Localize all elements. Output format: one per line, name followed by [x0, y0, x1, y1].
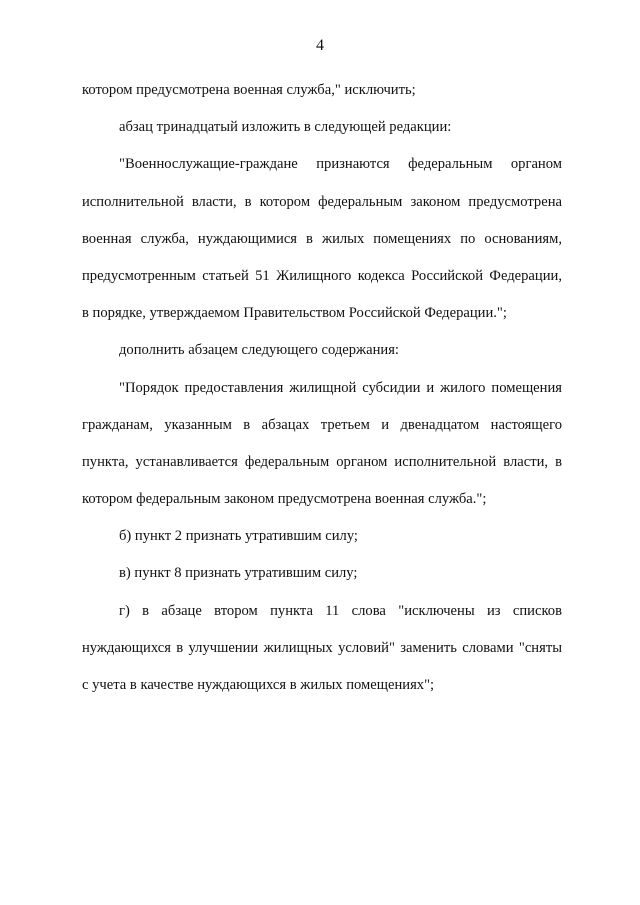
- text-line: "Порядок предоставления жилищной субсидии и жилого помещения: [119, 379, 562, 396]
- page-number: 4: [316, 37, 324, 54]
- text-line: г) в абзаце втором пункта 11 слова "исключены из списков: [119, 602, 562, 619]
- text-line: "Военнослужащие-граждане признаются федеральным органом: [119, 156, 562, 173]
- text-line: предусмотренным статьей 51 Жилищного кодекса Российской Федерации,: [82, 267, 562, 284]
- text-line: дополнить абзацем следующего содержания:: [119, 342, 399, 359]
- text-line: котором предусмотрена военная служба," исключить;: [82, 82, 416, 98]
- text-line: гражданам, указанным в абзацах третьем и двенадцатом настоящего: [82, 416, 562, 433]
- text-line: военная служба, нуждающимися в жилых помещениях по основаниям,: [82, 230, 562, 247]
- text-line: в порядке, утверждаемом Правительством Российской Федерации.";: [82, 305, 507, 322]
- text-line: б) пункт 2 признать утратившим силу;: [119, 528, 358, 545]
- text-line: с учета в качестве нуждающихся в жилых помещениях";: [82, 677, 435, 693]
- text-line: в) пункт 8 признать утратившим силу;: [119, 565, 358, 582]
- text-line: нуждающихся в улучшении жилищных условий" заменить словами "сняты: [82, 639, 562, 656]
- text-line: абзац тринадцатый изложить в следующей редакции:: [119, 119, 452, 136]
- text-line: котором федеральным законом предусмотрена военная служба.";: [82, 491, 487, 508]
- text-line: исполнительной власти, в котором федеральным законом предусмотрена: [82, 193, 562, 210]
- document-body: [82, 72, 562, 704]
- text-line: пункта, устанавливается федеральным органом исполнительной власти, в: [82, 453, 562, 470]
